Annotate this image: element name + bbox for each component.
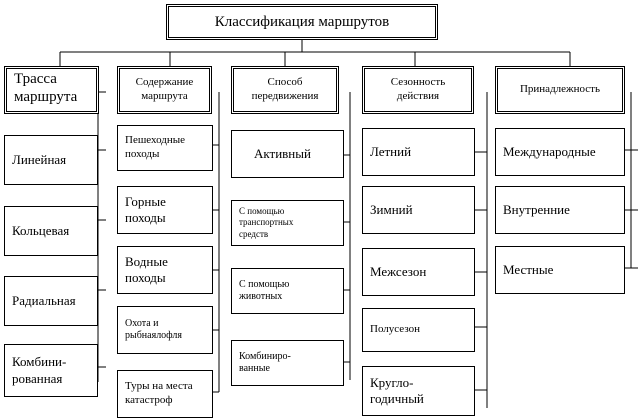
item-text: Летний [370, 143, 412, 159]
item-combined-transport [231, 340, 344, 386]
item-text: С помощью животных [239, 278, 290, 302]
item-circular [4, 206, 98, 256]
item-text: Линейная [12, 151, 67, 167]
diagram-title [166, 4, 438, 40]
item-text: Комбини- рованная [12, 354, 67, 386]
item-text: Комбиниро- ванные [239, 350, 291, 374]
item-radial [4, 276, 98, 326]
header-text: Принадлежность [519, 83, 601, 96]
item-text: Водные походы [125, 253, 168, 285]
item-text: Радиальная [12, 292, 76, 308]
item-international [495, 128, 625, 176]
item-summer [362, 128, 475, 176]
item-walking-trips [117, 125, 213, 171]
item-text: Охота и рыбнаялофля [125, 317, 183, 341]
item-text: С помощью транспортных средств [239, 206, 294, 239]
item-text: Пешеходные походы [125, 134, 186, 160]
item-text: Зимний [370, 201, 413, 217]
diagram-title-text: Классификация маршрутов [214, 13, 390, 30]
item-combined [4, 344, 98, 397]
column-header-route-content [117, 66, 212, 114]
item-text: Внутренние [503, 201, 570, 217]
item-text: Горные походы [125, 193, 166, 225]
item-text: Полусезон [370, 323, 420, 336]
item-active [231, 130, 344, 178]
column-header-route-track [4, 66, 99, 114]
item-off-season [362, 248, 475, 296]
item-text: Местные [503, 261, 554, 277]
item-text: Кольцевая [12, 222, 70, 238]
item-text: Активный [254, 145, 311, 161]
item-text: Межсезон [370, 263, 427, 279]
item-disaster-tours [117, 370, 213, 418]
header-text: Сезонность действия [390, 76, 446, 102]
item-by-transport [231, 200, 344, 246]
item-mountain-trips [117, 186, 213, 234]
item-text: Кругло- годичный [370, 374, 424, 406]
header-text: Способ передвижения [251, 76, 319, 102]
item-domestic [495, 186, 625, 234]
column-header-seasonality [362, 66, 474, 114]
item-text: Международные [503, 143, 596, 159]
item-winter [362, 186, 475, 234]
column-header-affiliation [495, 66, 625, 114]
header-text: Трасса маршрута [14, 70, 78, 106]
item-water-trips [117, 246, 213, 294]
item-linear [4, 135, 98, 185]
header-text: Содержание маршрута [135, 76, 194, 102]
item-text: Туры на места катастроф [125, 380, 193, 406]
item-by-animals [231, 268, 344, 314]
column-header-transport-method [231, 66, 339, 114]
item-year-round [362, 366, 475, 416]
item-half-season [362, 308, 475, 352]
item-hunting-fishing [117, 306, 213, 354]
item-local [495, 246, 625, 294]
